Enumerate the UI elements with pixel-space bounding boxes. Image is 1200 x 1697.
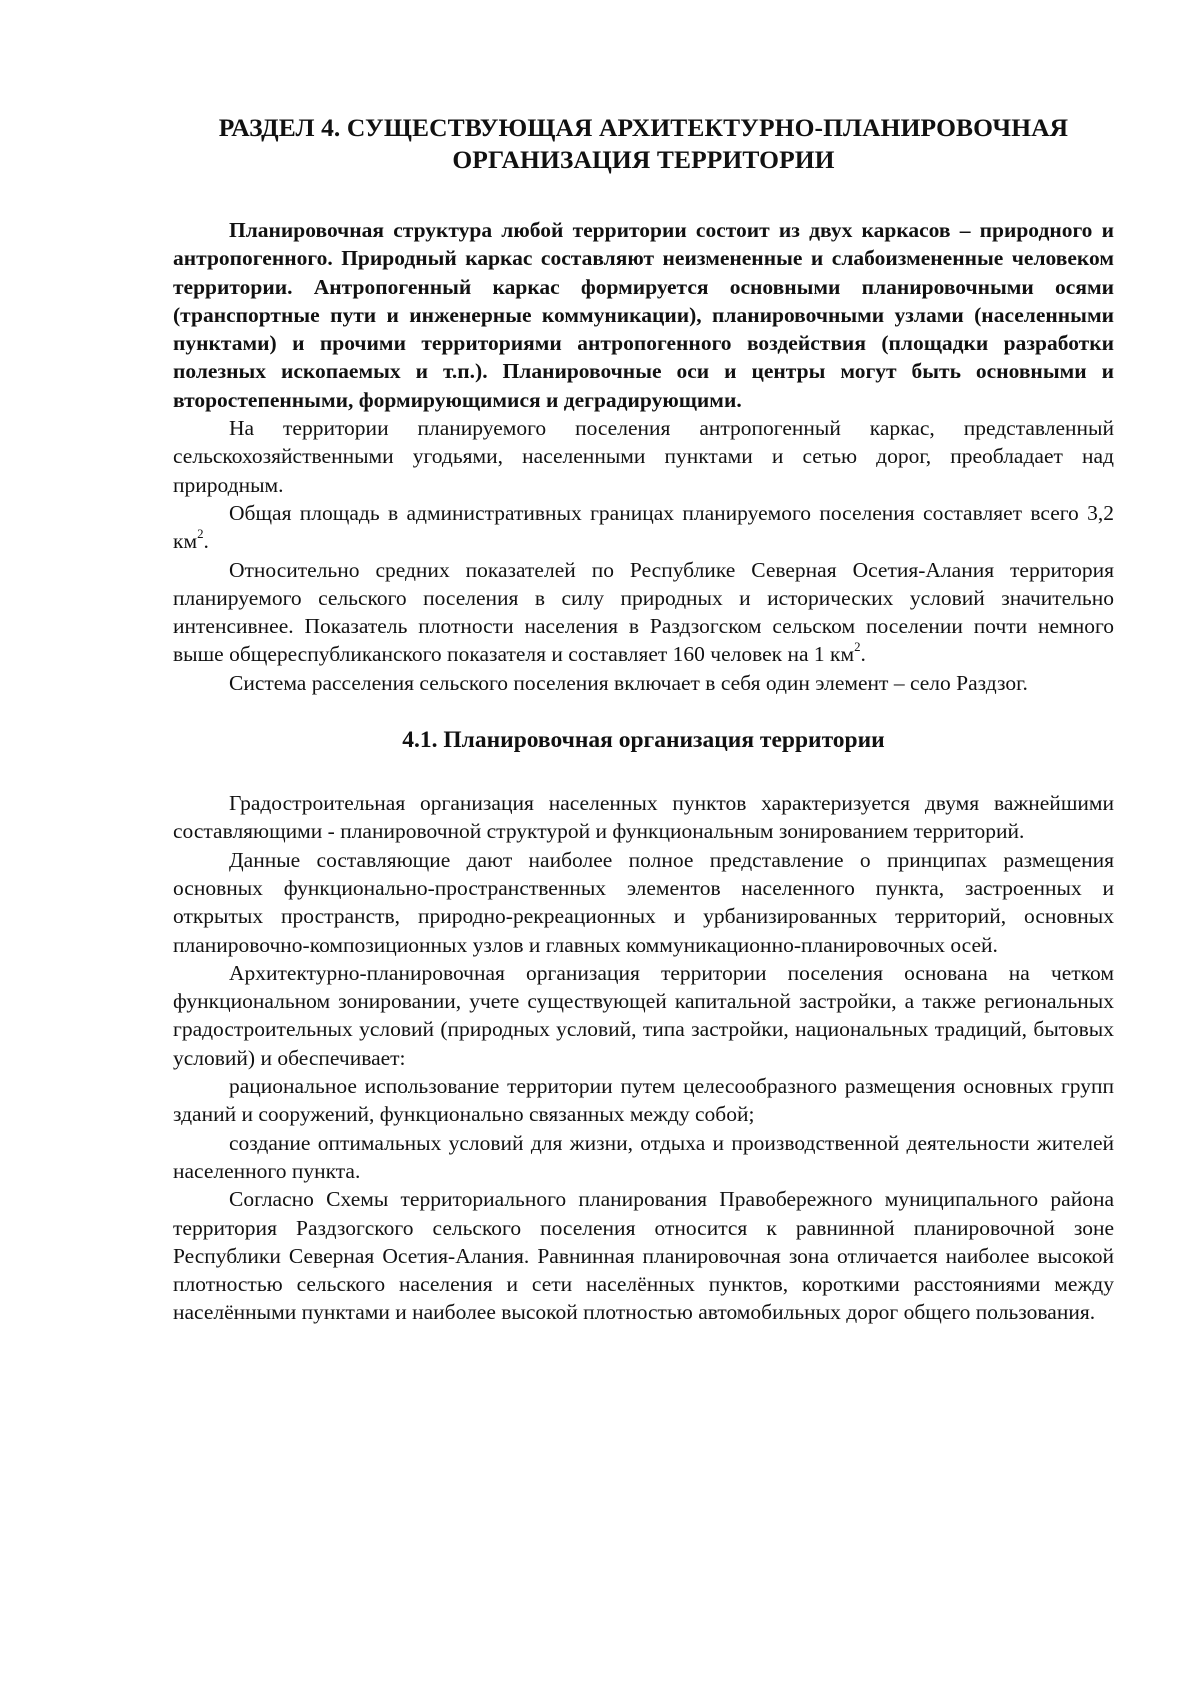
intro-paragraph-3	[173, 556, 1114, 669]
intro-paragraph-2	[173, 499, 1114, 556]
section-title-line-2: ОРГАНИЗАЦИЯ ТЕРРИТОРИИ	[452, 145, 835, 174]
subsection-paragraph-5: создание оптимальных условий для жизни, отдыха и производственной деятельности жителей населенного пункта.	[173, 1130, 1114, 1183]
intro-paragraph-3-end: .	[860, 642, 866, 667]
subsection-paragraph-3: Архитектурно-планировочная организация территории поселения основана на четком функциональном зонировании, учете существующей капитальной застройки, а также региональных градостроительных условий (природных условий, типа застройки, национальных традиций, бытовых условий) и обеспечивает:	[173, 960, 1114, 1070]
intro-paragraph-4: Система расселения сельского поселения включает в себя один элемент – село Раздзог.	[229, 670, 1028, 695]
subsection-title: 4.1. Планировочная организация территории	[402, 727, 885, 754]
intro-paragraph-1: На территории планируемого поселения антропогенный каркас, представленный сельскохозяйственными угодьями, населенными пунктами и сетью дорог, преобладает над природным.	[173, 416, 1114, 497]
subsection-paragraph-2: Данные составляющие дают наиболее полное представление о принципах размещения основных функционально-пространственных элементов населенного пункта, застроенных и открытых пространств, природно-рекреационных и урбанизированных территорий, основных планировочно-композиционных узлов и главных коммуникационно-планировочных осей.	[173, 847, 1114, 957]
intro-paragraph-2-end: .	[203, 529, 209, 554]
subsection-paragraph-6: Согласно Схемы территориального планирования Правобережного муниципального района территория Раздзогского сельского поселения относится к равнинной планировочной зоне Республики Северная Осетия-Алания. Равнинная планировочная зона отличается наиболее высокой плотностью сельского населения и сети населённых пунктов, короткими расстояниями между населёнными пунктами и наиболее высокой плотностью автомобильных дорог общего пользования.	[173, 1187, 1114, 1325]
intro-paragraph-2-text: Общая площадь в административных границах планируемого поселения составляет всего 3,2 км	[173, 500, 1114, 554]
section-title	[173, 112, 1114, 176]
subsection-paragraph-4: рациональное использование территории путем целесообразного размещения основных групп зданий и сооружений, функционально связанных между собой;	[173, 1074, 1114, 1127]
intro-bold-paragraph: Планировочная структура любой территории состоит из двух каркасов – природного и антропогенного. Природный каркас составляют неизмененные и слабоизмененные человеком территории. Антропогенный каркас формируется основными планировочными осями (транспортные пути и инженерные коммуникации), планировочными узлами (населенными пунктами) и прочими территориями антропогенного воздействия (площадки разработки полезных ископаемых и т.п.). Планировочные оси и центры могут быть основными и второстепенными, формирующимися и деградирующими.	[173, 218, 1114, 412]
density-unit-superscript: 2	[854, 639, 861, 654]
area-unit-superscript: 2	[197, 526, 204, 541]
subsection-paragraph-1: Градостроительная организация населенных пунктов характеризуется двумя важнейшими составляющими - планировочной структурой и функциональным зонированием территорий.	[173, 791, 1114, 844]
intro-paragraph-3-text: Относительно средних показателей по Республике Северная Осетия-Алания территория планируемого сельского поселения в силу природных и исторических условий значительно интенсивнее. Показатель плотности населения в Раздзогском сельском поселении почти немного выше общереспубликанского показателя и составляет 160 человек на 1 км	[173, 557, 1114, 667]
section-title-line-1: РАЗДЕЛ 4. СУЩЕСТВУЮЩАЯ АРХИТЕКТУРНО-ПЛАНИРОВОЧНАЯ	[218, 113, 1069, 142]
